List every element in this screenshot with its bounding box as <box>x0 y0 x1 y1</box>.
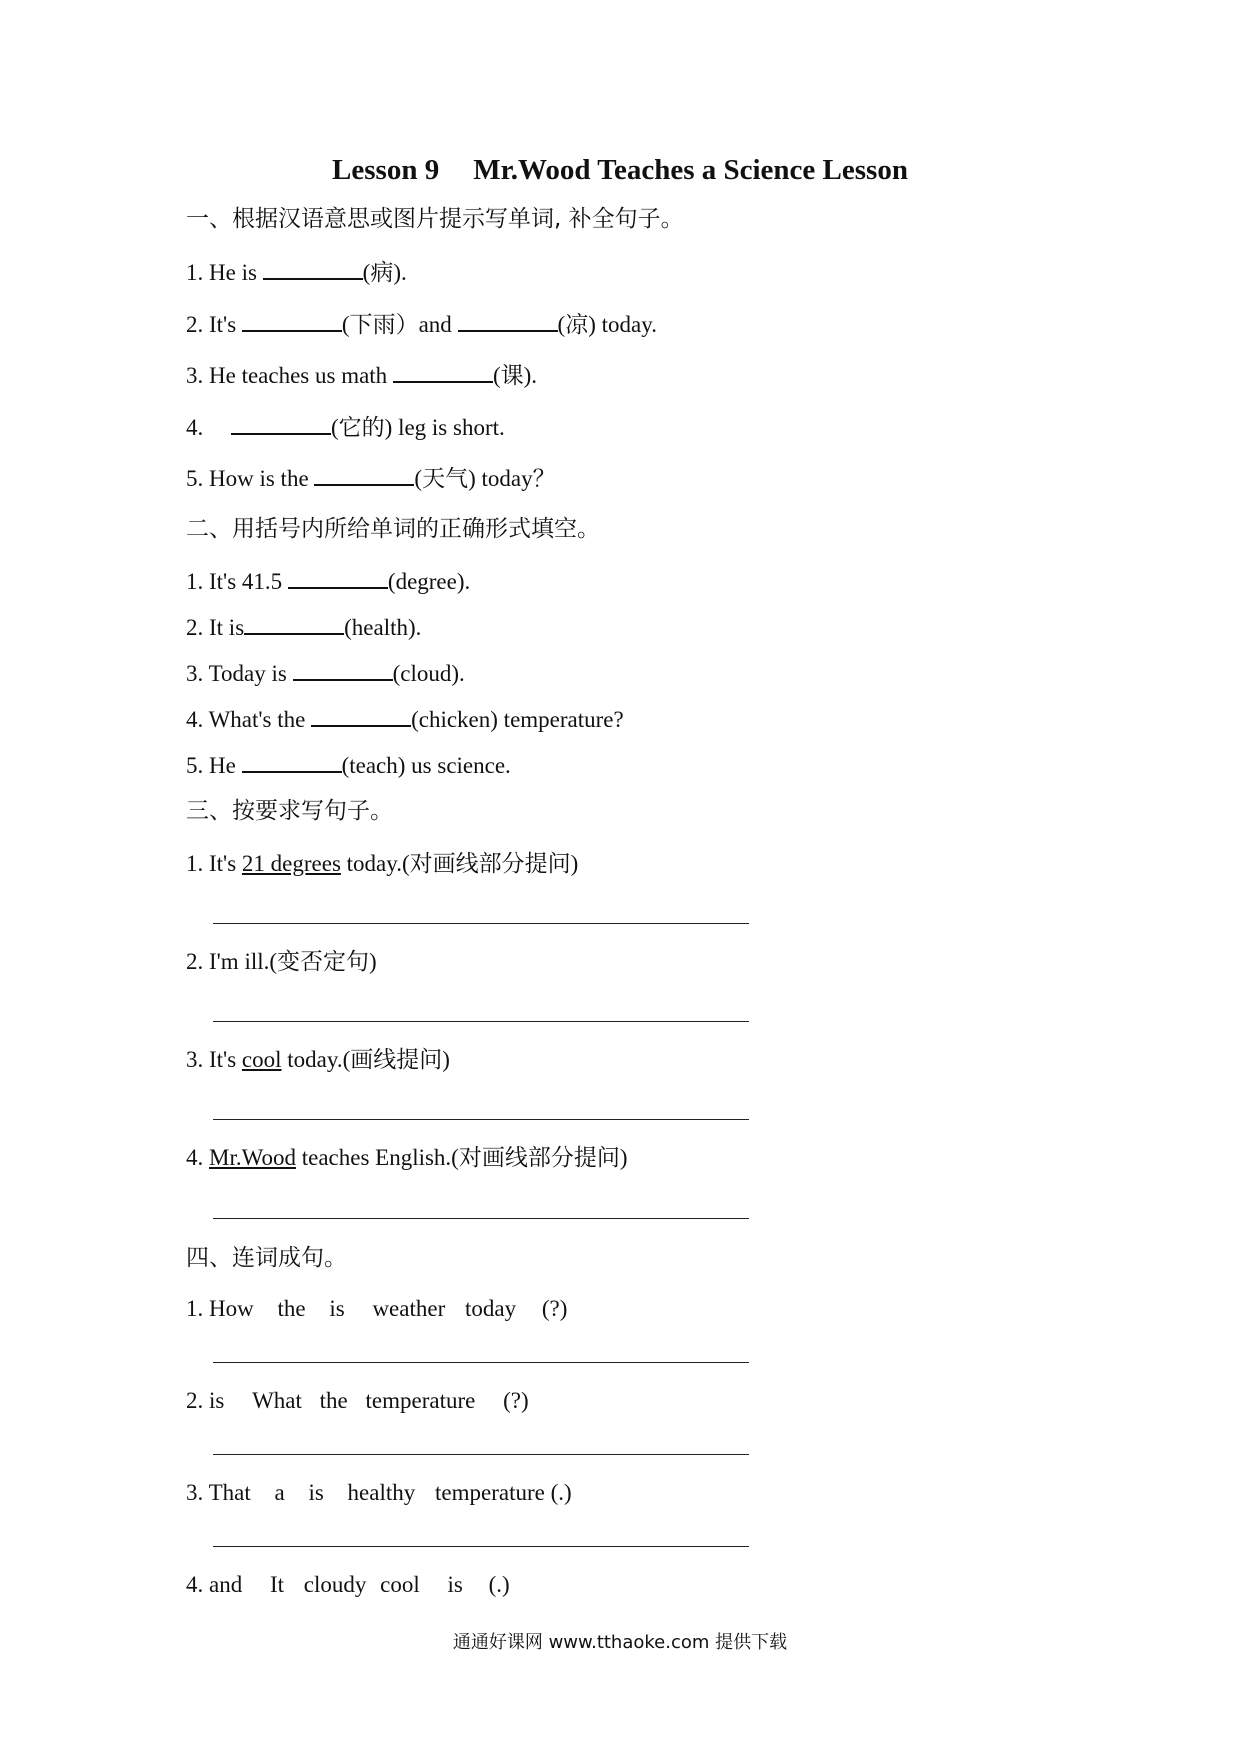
s4-question-4: 4. and It cloudy cool is (.) <box>186 1572 510 1597</box>
answer-blank[interactable] <box>293 659 393 681</box>
s4-question-2: 2. is What the temperature (?) <box>186 1388 529 1413</box>
s4-question-3: 3. That a is healthy temperature (.) <box>186 1480 572 1505</box>
answer-line[interactable] <box>213 1362 749 1363</box>
answer-blank[interactable] <box>393 361 493 383</box>
answer-blank[interactable] <box>263 258 363 280</box>
s3-question-3: 3. It's cool today.(画线提问) <box>186 1047 450 1072</box>
answer-line[interactable] <box>213 1454 749 1455</box>
s2-question-5: 5. He (teach) us science. <box>186 753 511 778</box>
answer-blank[interactable] <box>288 567 388 589</box>
footer-watermark: 通通好课网 www.tthaoke.com 提供下载 <box>452 1632 788 1653</box>
underlined-part: Mr.Wood <box>209 1145 296 1170</box>
answer-blank[interactable] <box>231 413 331 435</box>
answer-line[interactable] <box>213 1218 749 1219</box>
answer-blank[interactable] <box>244 613 344 635</box>
underlined-part: 21 degrees <box>241 851 341 876</box>
s1-question-1: 1. He is (病). <box>186 260 407 285</box>
underlined-part: cool <box>241 1047 282 1072</box>
answer-blank[interactable] <box>458 310 558 332</box>
answer-blank[interactable] <box>314 464 414 486</box>
s1-question-3: 3. He teaches us math (课). <box>186 363 538 388</box>
answer-line[interactable] <box>213 923 749 924</box>
s2-question-3: 3. Today is (cloud). <box>186 661 465 686</box>
answer-line[interactable] <box>213 1119 749 1120</box>
s1-question-2: 2. It's (下雨）and (凉) today. <box>186 312 657 337</box>
s3-question-4: 4. Mr.Wood teaches English.(对画线部分提问) <box>186 1145 628 1170</box>
s2-question-1: 1. It's 41.5 (degree). <box>186 569 471 594</box>
answer-blank[interactable] <box>242 751 342 773</box>
s3-question-2: 2. I'm ill.(变否定句) <box>186 949 377 974</box>
lesson-name: Mr.Wood Teaches a Science Lesson <box>473 154 908 186</box>
section-3-heading: 三、按要求写句子。 <box>186 798 393 824</box>
answer-line[interactable] <box>213 1021 749 1022</box>
page-title <box>0 153 1240 187</box>
s3-question-1: 1. It's 21 degrees today.(对画线部分提问) <box>186 851 579 876</box>
s2-question-2: 2. It is (health). <box>186 615 422 640</box>
section-1-heading: 一、根据汉语意思或图片提示写单词, 补全句子。 <box>186 206 684 232</box>
answer-blank[interactable] <box>242 310 342 332</box>
section-2-heading: 二、用括号内所给单词的正确形式填空。 <box>186 516 600 542</box>
answer-blank[interactable] <box>311 705 411 727</box>
answer-line[interactable] <box>213 1546 749 1547</box>
s1-question-5: 5. How is the (天气) today？ <box>186 466 556 491</box>
s4-question-1: 1. How the is weather today (?) <box>186 1296 568 1321</box>
lesson-number: Lesson 9 <box>332 154 440 186</box>
section-4-heading: 四、连词成句。 <box>186 1245 347 1271</box>
s2-question-4: 4. What's the (chicken) temperature? <box>186 707 624 732</box>
s1-question-4: 4. (它的) leg is short. <box>186 415 505 440</box>
